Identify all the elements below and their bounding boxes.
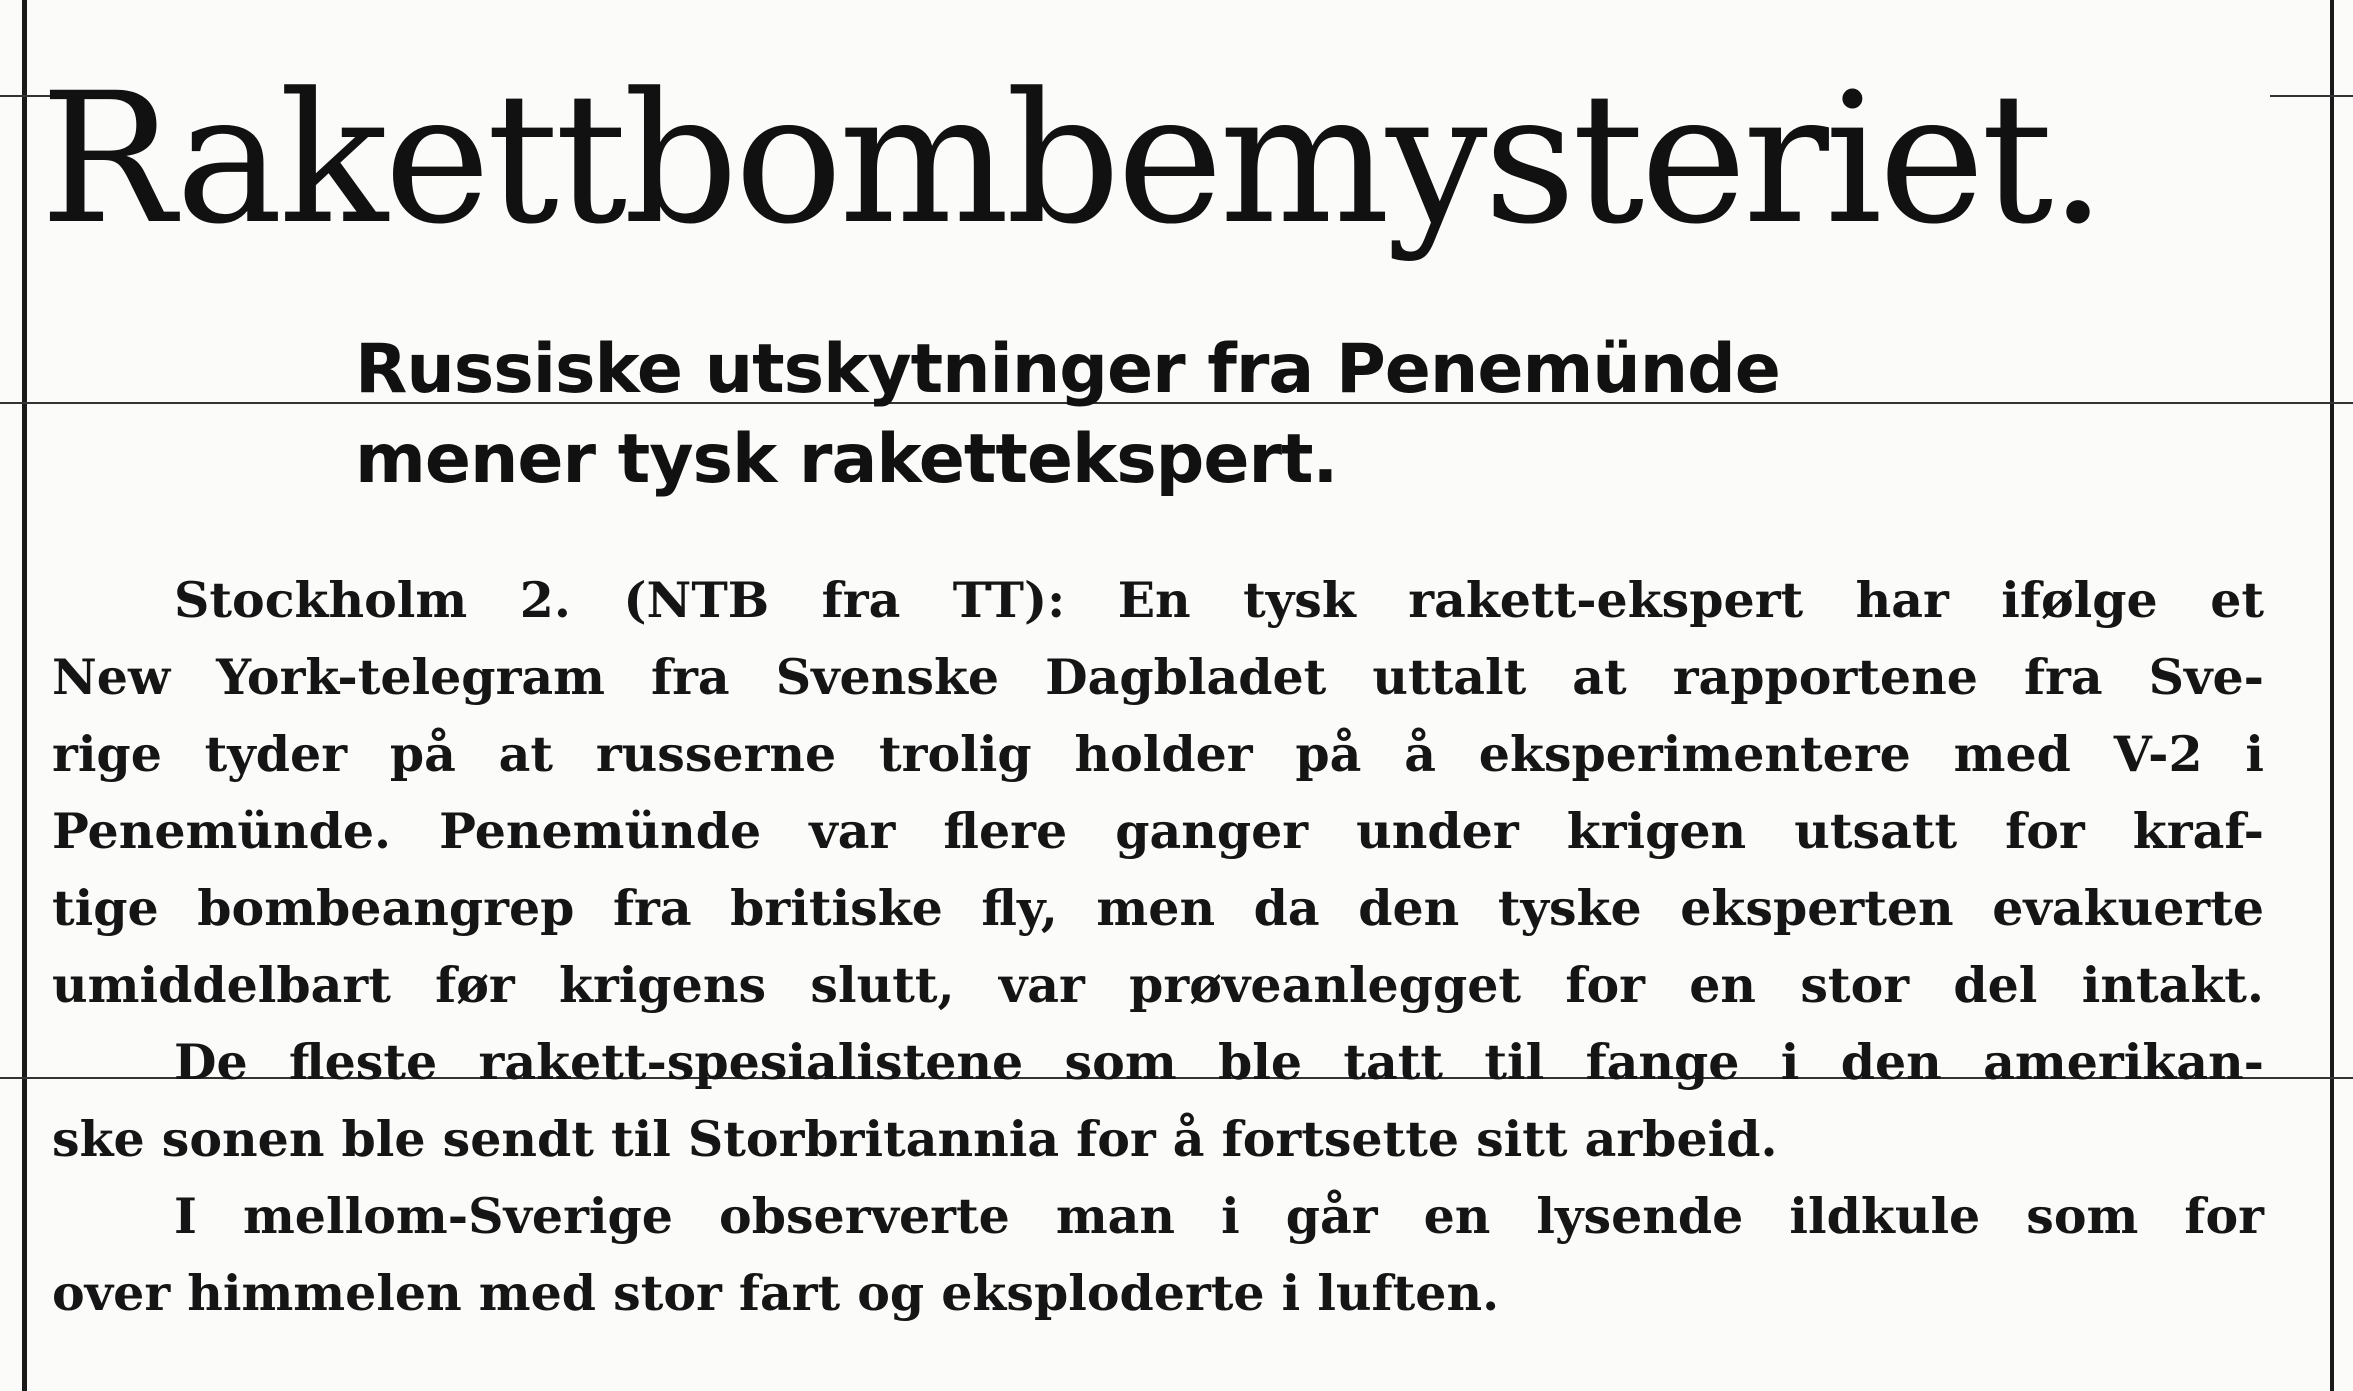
body-line: rige tyder på at russerne trolig holder på å eksperimentere med V-2 i: [52, 725, 2264, 783]
body-line: Stockholm 2. (NTB fra TT): En tysk rakett-ekspert har ifølge et: [174, 571, 2264, 629]
body-line: over himmelen med stor fart og eksploderte i luften.: [52, 1264, 1500, 1322]
top-right-hairline: [2270, 95, 2353, 97]
subheadline-line: Russiske utskytninger fra Penemünde: [355, 330, 1780, 409]
headline: Rakettbombemysteriet.: [40, 55, 2103, 264]
body-line: ske sonen ble sendt til Storbritannia for å fortsette sitt arbeid.: [52, 1110, 1778, 1168]
left-column-rule: [22, 0, 27, 1391]
body-line: De fleste rakett-spesialistene som ble tatt til fange i den amerikan-: [174, 1033, 2264, 1091]
article-body: [52, 562, 2264, 1332]
body-line: tige bombeangrep fra britiske fly, men da den tyske eksperten evakuerte: [52, 879, 2264, 937]
body-line: New York-telegram fra Svenske Dagbladet uttalt at rapportene fra Sve-: [52, 648, 2264, 706]
subheadline-line: mener tysk rakettekspert.: [355, 420, 1338, 499]
right-column-rule: [2330, 0, 2334, 1391]
body-line: umiddelbart før krigens slutt, var prøveanlegget for en stor del intakt.: [52, 956, 2264, 1014]
subheadline: [355, 325, 2255, 505]
body-line: I mellom-Sverige observerte man i går en lysende ildkule som for: [174, 1187, 2264, 1245]
body-line: Penemünde. Penemünde var flere ganger under krigen utsatt for kraf-: [52, 802, 2264, 860]
